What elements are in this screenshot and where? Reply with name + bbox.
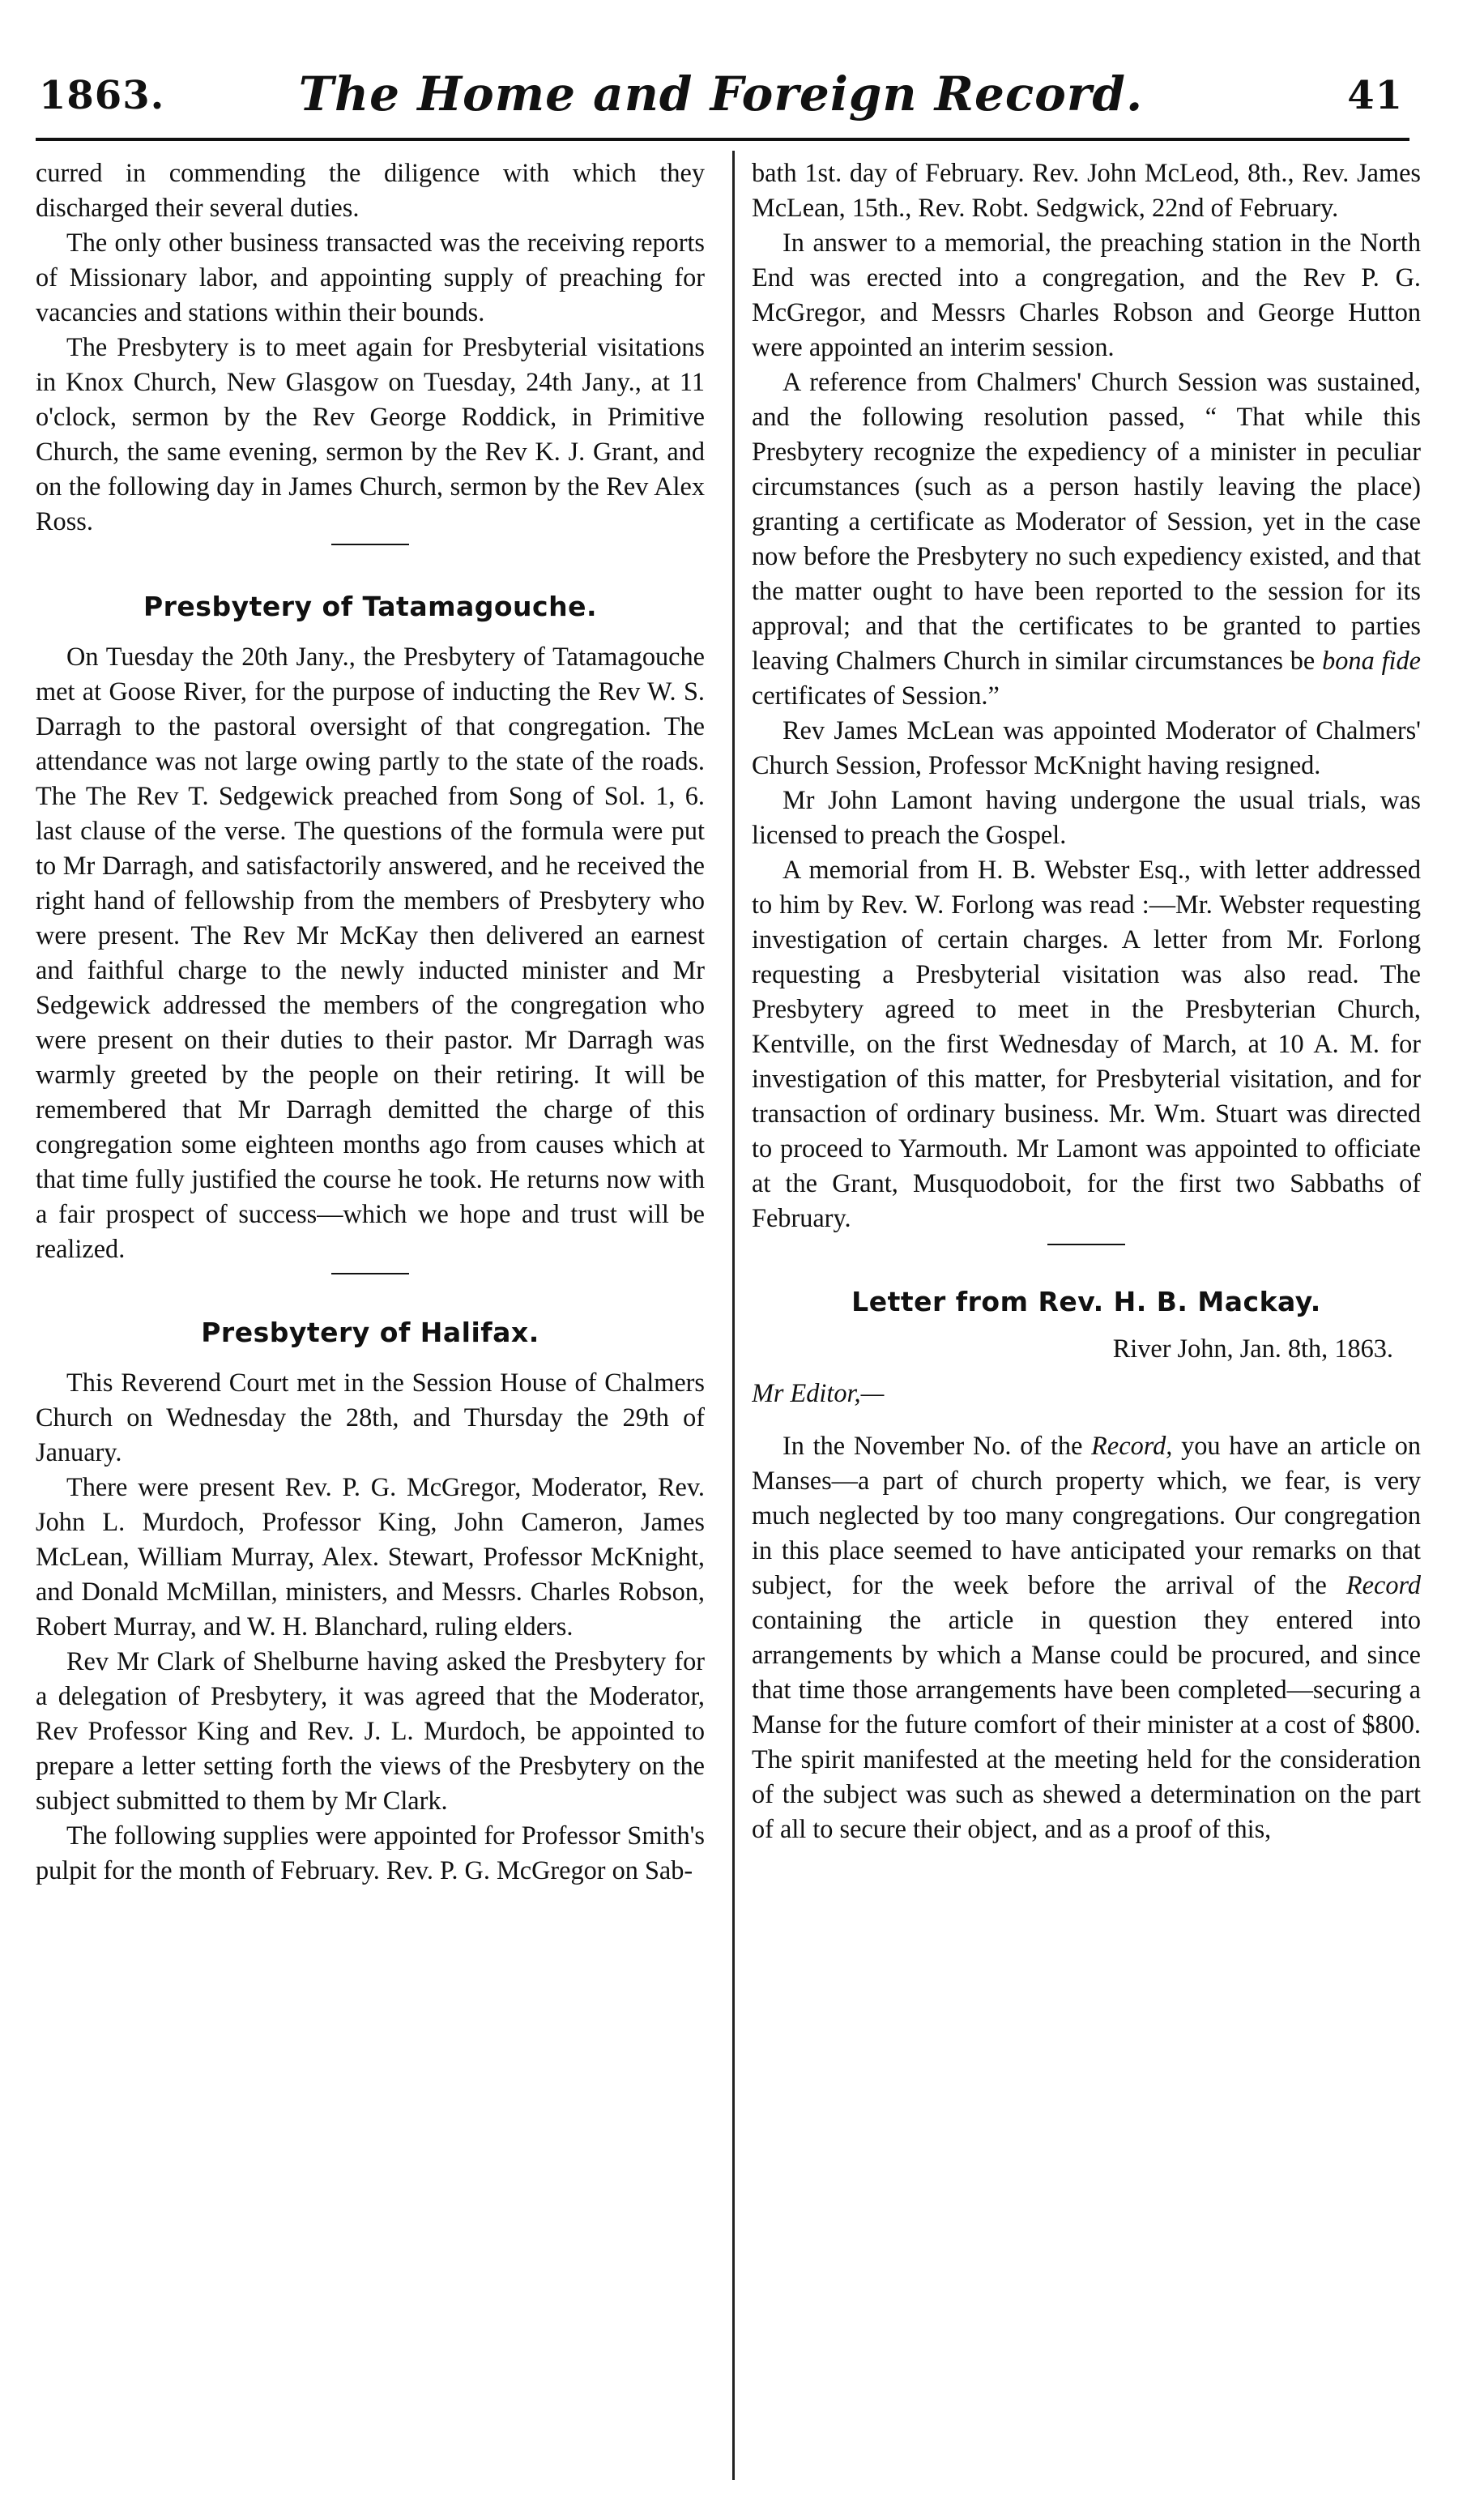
- paragraph: [752, 365, 1421, 713]
- paragraph: Rev James McLean was appointed Moderator of Chalmers' Church Session, Professor McKnight having resigned.: [752, 715, 1421, 779]
- paragraph: [752, 1428, 1421, 1846]
- page-header: [39, 66, 1403, 131]
- column-divider: [732, 151, 735, 2480]
- paragraph: On Tuesday the 20th Jany., the Presbytery of Tatamagouche met at Goose River, for the purpose of inducting the Rev W. S. Darragh to the pastoral oversight of that congregation. The attendance was not large owing partly to the state of the roads. The The Rev T. Sedgewick preached from Song of Sol. 1, 6. last clause of the verse. The questions of the formula were put to Mr Darragh, and satisfactorily answered, and he received the right hand of fellowship from the members of Presbytery who were present. The Rev Mr McKay then delivered an earnest and faithful charge to the newly inducted minister and Mr Sedgewick addressed the members of the congregation who were present on their duties to their pastor. Mr Darragh was warmly greeted by the people on their retiring. It will be remembered that Mr Darragh demitted the charge of this congregation some eighteen months ago from causes which at that time fully justified the course he took. He returns now with a fair prospect of success—which we hope and trust will be realized.: [36, 642, 705, 1263]
- header-page-number: 41: [1347, 73, 1403, 118]
- text-run: In the November No. of the: [783, 1431, 1083, 1460]
- paragraph: The following supplies were appointed for Professor Smith's pulpit for the month of February. Rev. P. G. McGregor on Sab-: [36, 1821, 705, 1885]
- header-year: 1863.: [39, 73, 165, 118]
- paragraph: curred in commending the diligence with which they discharged their several duties.: [36, 158, 705, 222]
- text-run: A reference from Chalmers' Church Session was sustained, and the following resolution passed, “ That while this Presbytery recognize the expediency of a minister in peculiar circumstances (such as a person hastily leaving the place) granting a certificate as Moderator of Session, yet in the case now before the Presbytery no such expediency existed, and that the matter ought to have been reported to the session for its approval; and that the certificates to be granted to parties leaving Chalmers Church in similar circumstances be: [752, 367, 1421, 675]
- dateline: River John, Jan. 8th, 1863.: [1112, 1334, 1393, 1363]
- section-separator: [1047, 1244, 1125, 1245]
- header-title: The Home and Foreign Record.: [298, 66, 1144, 122]
- paragraph: This Reverend Court met in the Session House of Chalmers Church on Wednesday the 28th, and Thursday the 29th of January.: [36, 1368, 705, 1466]
- heading-letter: Letter from Rev. H. B. Mackay.: [851, 1286, 1321, 1317]
- paragraph: A memorial from H. B. Webster Esq., with letter addressed to him by Rev. W. Forlong was read :—Mr. Webster requesting investigation of certain charges. A letter from Mr. Forlong requesting a Presbyterial visitation was also read. The Presbytery agreed to meet in the Presbyterian Church, Kentville, on the first Wednesday of March, at 10 A. M. for investigation of this matter, for Presbyterial visitation, and for transaction of ordinary business. Mr. Wm. Stuart was directed to proceed to Yarmouth. Mr Lamont was appointed to officiate at the Grant, Musquodoboit, for the first two Sabbaths of February.: [752, 855, 1421, 1232]
- paragraph: The only other business transacted was the receiving reports of Missionary labor, and appointing supply of preaching for vacancies and stations within their bounds.: [36, 228, 705, 327]
- paragraph: There were present Rev. P. G. McGregor, Moderator, Rev. John L. Murdoch, Professor King, John Cameron, James McLean, William Murray, Alex. Stewart, Professor McKnight, and Donald McMillan, ministers, and Messrs. Charles Robson, Robert Murray, and W. H. Blanchard, ruling elders.: [36, 1472, 705, 1641]
- paragraph: Rev Mr Clark of Shelburne having asked the Presbytery for a delegation of Presbytery, it was agreed that the Moderator, Rev Professor King and Rev. J. L. Murdoch, be appointed to prepare a letter setting forth the views of the Presbytery on the subject submitted to them by Mr Clark.: [36, 1646, 705, 1815]
- right-column: [752, 156, 1421, 2489]
- text-run: containing the article in question they entered into arrangements by which a Manse could be procured, and since that time those arrangements have been completed—securing a Manse for the future comfort of their minister at a cost of $800. The spirit manifested at the meeting held for the consideration of the subject was such as shewed a determination on the part of all to secure their object, and as a proof of this,: [752, 1605, 1421, 1843]
- text-run: you have an article on Manses—a part of church property which, we fear, is very much neglected by too many congregations. Our congregation in this place seemed to have anticipated your remarks on that subject, for the week before the arrival of the: [752, 1431, 1421, 1599]
- paragraph: bath 1st. day of February. Rev. John McLeod, 8th., Rev. James McLean, 15th., Rev. Robt. Sedgwick, 22nd of February.: [752, 158, 1421, 222]
- text-run: certificates of Session.”: [752, 681, 1000, 710]
- section-separator: [331, 1273, 409, 1274]
- italic-record: Record: [1345, 1570, 1421, 1599]
- italic-term: bona fide: [1322, 646, 1421, 675]
- paragraph: Mr John Lamont having undergone the usual trials, was licensed to preach the Gospel.: [752, 785, 1421, 849]
- paragraph: The Presbytery is to meet again for Presbyterial visitations in Knox Church, New Glasgow on Tuesday, 24th Jany., at 11 o'clock, sermon by the Rev George Roddick, in Primitive Church, the same evening, sermon by the Rev K. J. Grant, and on the following day in James Church, sermon by the Rev Alex Ross.: [36, 332, 705, 536]
- salutation: Mr Editor,—: [752, 1378, 885, 1407]
- section-separator: [331, 544, 409, 545]
- paragraph: In answer to a memorial, the preaching station in the North End was erected into a congregation, and the Rev P. G. McGregor, and Messrs Charles Robson and George Hutton were appointed an interim session.: [752, 228, 1421, 361]
- heading-presbytery-halifax: Presbytery of Halifax.: [201, 1317, 539, 1348]
- header-rule: [36, 138, 1409, 141]
- heading-presbytery-tatamagouche: Presbytery of Tatamagouche.: [143, 591, 598, 622]
- left-column: [36, 156, 705, 2489]
- italic-record: Record,: [1091, 1431, 1173, 1460]
